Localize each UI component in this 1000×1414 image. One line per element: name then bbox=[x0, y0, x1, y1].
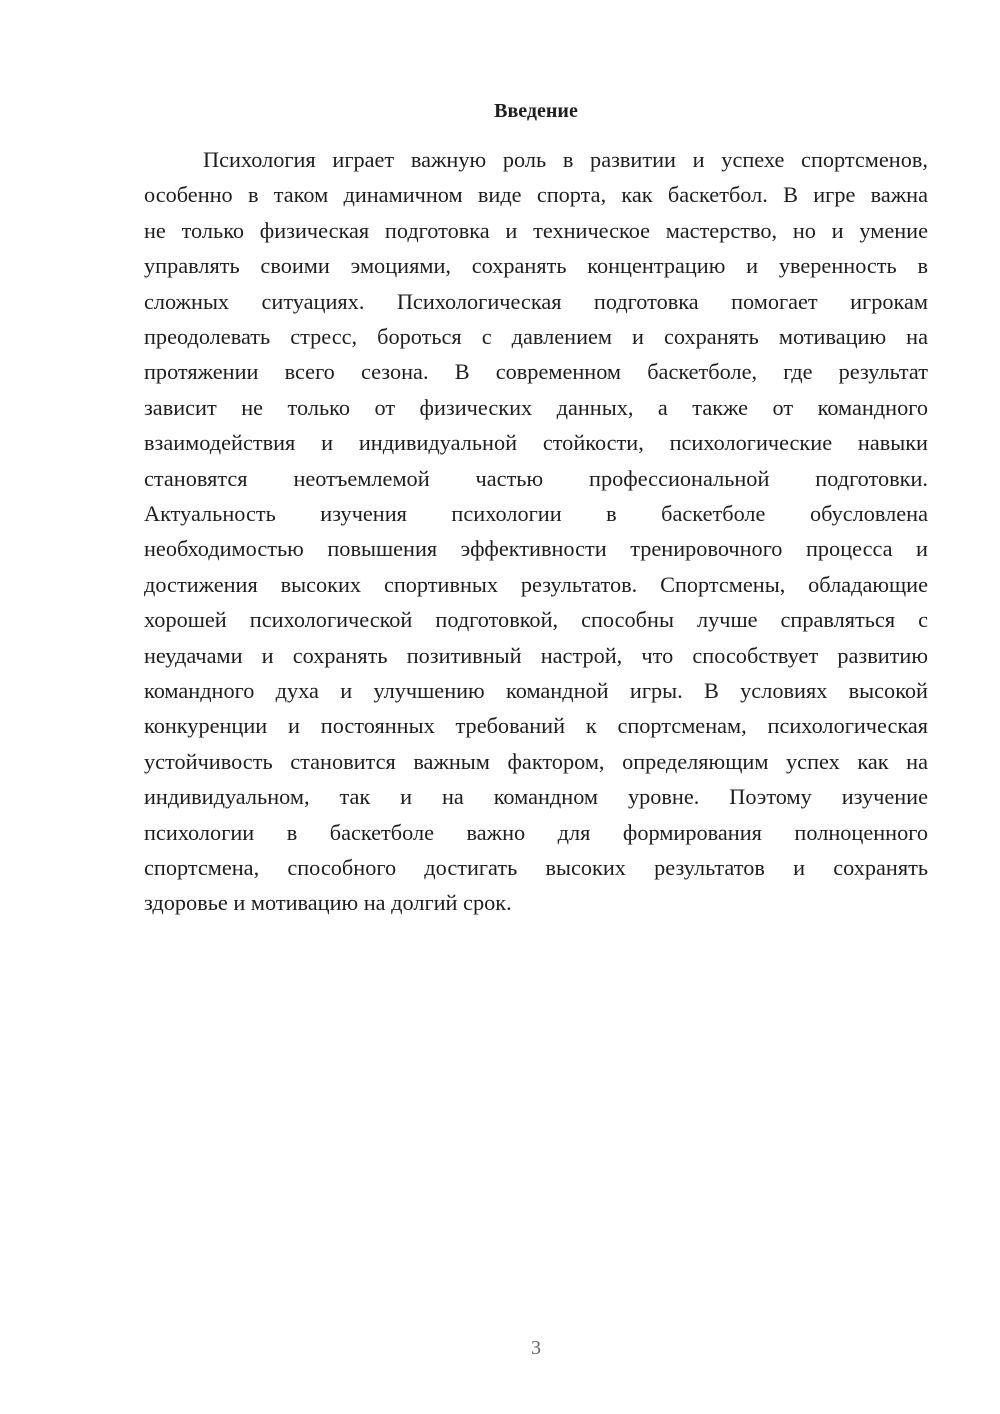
paragraph-line: конкуренции и постоянных требований к спортсменам, психологическая bbox=[144, 713, 928, 739]
page-title: Введение bbox=[494, 100, 578, 122]
paragraph-line: устойчивость становится важным фактором, определяющим успех как на bbox=[144, 748, 928, 774]
paragraph-line: Психология играет важную роль в развитии и успехе спортсменов, bbox=[203, 147, 928, 172]
page-number: 3 bbox=[531, 1337, 541, 1359]
paragraph-line: неудачами и сохранять позитивный настрой, что способствует развитию bbox=[144, 642, 928, 668]
paragraph-line: достижения высоких спортивных результатов. Спортсмены, обладающие bbox=[144, 571, 928, 597]
paragraph-line: особенно в таком динамичном виде спорта, как баскетбол. В игре важна bbox=[144, 182, 928, 208]
paragraph-line: здоровье и мотивацию на долгий срок. bbox=[144, 890, 512, 916]
paragraph-line: взаимодействия и индивидуальной стойкости, психологические навыки bbox=[144, 430, 928, 456]
paragraph-line: индивидуальном, так и на командном уровне. Поэтому изучение bbox=[144, 784, 928, 810]
paragraph-line: психологии в баскетболе важно для формирования полноценного bbox=[144, 819, 928, 845]
paragraph-line: становятся неотъемлемой частью профессиональной подготовки. bbox=[144, 465, 928, 491]
paragraph-line: преодолевать стресс, бороться с давлением и сохранять мотивацию на bbox=[144, 324, 928, 349]
paragraph-line: сложных ситуациях. Психологическая подготовка помогает игрокам bbox=[144, 288, 928, 314]
paragraph-line: зависит не только от физических данных, а также от командного bbox=[144, 394, 928, 420]
paragraph-line: спортсмена, способного достигать высоких результатов и сохранять bbox=[144, 855, 928, 880]
paragraph-line: командного духа и улучшению командной игры. В условиях высокой bbox=[144, 678, 928, 703]
paragraph-line: управлять своими эмоциями, сохранять концентрацию и уверенность в bbox=[144, 253, 928, 279]
paragraph-line: хорошей психологической подготовкой, способны лучше справляться с bbox=[144, 607, 928, 633]
paragraph-line: Актуальность изучения психологии в баскетболе обусловлена bbox=[144, 501, 928, 526]
paragraph-line: не только физическая подготовка и техническое мастерство, но и умение bbox=[144, 217, 928, 243]
paragraph-line: необходимостью повышения эффективности тренировочного процесса и bbox=[144, 536, 928, 562]
paragraph-line: протяжении всего сезона. В современном баскетболе, где результат bbox=[144, 359, 928, 385]
